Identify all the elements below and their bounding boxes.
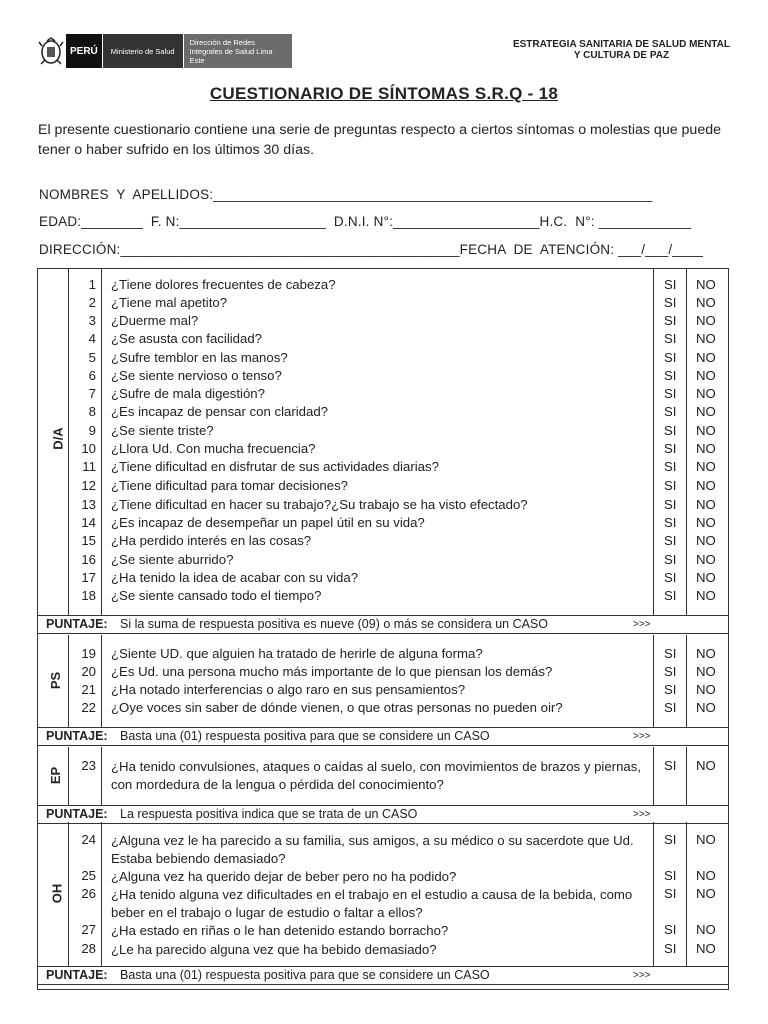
answer-no[interactable]: NO [696,941,716,956]
answer-no[interactable]: NO [696,386,716,401]
answer-yes[interactable]: SI [664,533,677,548]
question-text: ¿Le ha parecido alguna vez que ha bebido demasiado? [111,942,437,957]
name-field[interactable]: NOMBRES Y APELLIDOS:_________________________________________________________ [39,187,653,202]
section-code-da: D/A [50,427,66,450]
answer-yes[interactable]: SI [664,922,677,937]
question-text: ¿Es incapaz de desempeñar un papel útil en su vida? [111,515,425,530]
puntaje-row [38,968,728,984]
question-number: 7 [88,386,96,401]
column-divider [68,822,69,966]
answer-no[interactable]: NO [696,515,716,530]
arrows-icon: >>> [633,809,651,820]
answer-yes[interactable]: SI [664,295,677,310]
answer-yes[interactable]: SI [664,682,677,697]
peru-label: PERÚ [66,34,103,68]
column-divider [68,269,69,615]
question-text: ¿Ha perdido interés en las cosas? [111,533,312,548]
answer-no[interactable]: NO [696,682,716,697]
question-number: 25 [81,868,96,883]
answer-yes[interactable]: SI [664,941,677,956]
answer-no[interactable]: NO [696,331,716,346]
row-divider [38,615,728,616]
id-fields[interactable]: EDAD:________ F. N:___________________ D.N.I. N°:___________________H.C. N°: ____________ [39,214,692,229]
answer-no[interactable]: NO [696,423,716,438]
answer-yes[interactable]: SI [664,423,677,438]
column-divider [101,747,102,805]
row-divider [38,823,728,824]
question-number: 12 [81,478,96,493]
row-divider [38,984,728,985]
puntaje-rule: Basta una (01) respuesta positiva para que se considere un CASO [120,968,490,982]
answer-yes[interactable]: SI [664,664,677,679]
question-text: ¿Ha tenido convulsiones, ataques o caídas al suelo, con movimientos de brazos y piernas, con mordedura de la lengua o pérdida del conocimiento? [111,759,641,792]
question-number: 16 [81,552,96,567]
answer-yes[interactable]: SI [664,832,677,847]
answer-yes[interactable]: SI [664,386,677,401]
column-divider [68,747,69,805]
answer-no[interactable]: NO [696,570,716,585]
question-number: 24 [81,832,96,847]
section-code-ps: PS [48,671,64,690]
directorate-label: Dirección de Redes Integrales de Salud Lima Este [184,34,292,68]
puntaje-row [38,807,728,823]
question-text: ¿Llora Ud. Con mucha frecuencia? [111,441,316,456]
question-number: 5 [88,350,96,365]
question-number: 2 [88,295,96,310]
question-number: 13 [81,497,96,512]
section-code-oh: OH [49,883,65,904]
question-number: 14 [81,515,96,530]
row-divider [38,745,728,746]
question-text: ¿Duerme mal? [111,313,199,328]
question-number: 28 [81,941,96,956]
answer-no[interactable]: NO [696,497,716,512]
question-text: ¿Siente UD. que alguien ha tratado de herirle de alguna forma? [111,646,483,661]
answer-yes[interactable]: SI [664,368,677,383]
column-divider [101,269,102,615]
answer-no[interactable]: NO [696,700,716,715]
question-text: ¿Sufre temblor en las manos? [111,350,288,365]
question-text: ¿Ha estado en riñas o le han detenido estando borracho? [111,923,449,938]
arrows-icon: >>> [633,731,651,742]
question-text: ¿Se siente cansado todo el tiempo? [111,588,322,603]
answer-no[interactable]: NO [696,832,716,847]
answer-no[interactable]: NO [696,441,716,456]
answer-no[interactable]: NO [696,922,716,937]
answer-yes[interactable]: SI [664,570,677,585]
column-divider [686,747,687,805]
question-number: 27 [81,922,96,937]
question-number: 20 [81,664,96,679]
question-text: ¿Se siente aburrido? [111,552,234,567]
answer-no[interactable]: NO [696,368,716,383]
answer-yes[interactable]: SI [664,459,677,474]
question-number: 23 [81,758,96,773]
column-divider [686,269,687,615]
question-number: 17 [81,570,96,585]
answer-no[interactable]: NO [696,404,716,419]
arrows-icon: >>> [633,970,651,981]
row-divider [38,633,728,634]
puntaje-label: PUNTAJE: [46,968,108,982]
answer-no[interactable]: NO [696,350,716,365]
question-text: ¿Ha notado interferencias o algo raro en sus pensamientos? [111,682,466,697]
answer-yes[interactable]: SI [664,497,677,512]
puntaje-label: PUNTAJE: [46,807,108,821]
question-number: 19 [81,646,96,661]
answer-no[interactable]: NO [696,868,716,883]
answer-no[interactable]: NO [696,277,716,292]
page-title: CUESTIONARIO DE SÍNTOMAS S.R.Q - 18 [209,84,559,103]
question-text: ¿Alguna vez le ha parecido a su familia, sus amigos, a su médico o su sacerdote que Ud. Estaba bebiendo demasiado? [111,833,634,866]
question-text: ¿Sufre de mala digestión? [111,386,265,401]
question-number: 18 [81,588,96,603]
column-divider [686,635,687,727]
answer-no[interactable]: NO [696,552,716,567]
answer-yes[interactable]: SI [664,552,677,567]
question-number: 21 [81,682,96,697]
arrows-icon: >>> [633,619,651,630]
question-number: 26 [81,886,96,901]
column-divider [101,822,102,966]
answer-yes[interactable]: SI [664,404,677,419]
question-text: ¿Tiene dolores frecuentes de cabeza? [111,277,336,292]
question-text: ¿Ha tenido alguna vez dificultades en el trabajo en el estudio a causa de la bebida, como beber en el trabajo o lugar de estudio o faltar a ellos? [111,887,633,920]
question-number: 15 [81,533,96,548]
question-text: ¿Tiene mal apetito? [111,295,228,310]
answer-no[interactable]: NO [696,295,716,310]
strategy-line-2: Y CULTURA DE PAZ [573,50,670,61]
puntaje-label: PUNTAJE: [46,729,108,743]
answer-yes[interactable]: SI [664,700,677,715]
question-text: ¿Alguna vez ha querido dejar de beber pero no ha podido? [111,869,457,884]
question-number: 11 [82,459,96,474]
answer-yes[interactable]: SI [664,758,677,773]
row-divider [38,966,728,967]
puntaje-rule: La respuesta positiva indica que se trata de un CASO [120,807,418,821]
row-divider [38,727,728,728]
ministry-label: Ministerio de Salud [103,34,184,68]
column-divider [68,635,69,727]
question-text: ¿Se siente triste? [111,423,214,438]
puntaje-row [38,729,728,745]
question-text: ¿Tiene dificultad para tomar decisiones? [111,478,349,493]
strategy-heading [513,39,730,61]
answer-yes[interactable]: SI [664,313,677,328]
answer-no[interactable]: NO [696,758,716,773]
question-number: 9 [88,423,96,438]
answer-yes[interactable]: SI [664,588,677,603]
column-divider [686,822,687,966]
question-text: ¿Es Ud. una persona mucho más importante de lo que piensan los demás? [111,664,553,679]
question-text: ¿Tiene dificultad en disfrutar de sus actividades diarias? [111,459,439,474]
question-number: 4 [88,331,96,346]
intro-text: El presente cuestionario contiene una serie de preguntas respecto a ciertos síntomas o molestias que puede tener o haber sufrido en los últimos 30 días. [38,122,721,158]
answer-yes[interactable]: SI [664,441,677,456]
question-text: ¿Se siente nervioso o tenso? [111,368,282,383]
question-text: ¿Tiene dificultad en hacer su trabajo?¿Su trabajo se ha visto efectado? [111,497,528,512]
puntaje-row [38,617,728,633]
column-divider [101,635,102,727]
answer-no[interactable]: NO [696,646,716,661]
puntaje-label: PUNTAJE: [46,617,108,631]
question-number: 1 [88,277,96,292]
strategy-line-1: ESTRATEGIA SANITARIA DE SALUD MENTAL [512,39,730,50]
puntaje-rule: Basta una (01) respuesta positiva para que se considere un CASO [120,729,490,743]
answer-yes[interactable]: SI [664,515,677,530]
row-divider [38,805,728,806]
question-text: ¿Ha tenido la idea de acabar con su vida? [111,570,359,585]
question-text: ¿Oye voces sin saber de dónde vienen, o que otras personas no pueden oir? [111,700,563,715]
answer-yes[interactable]: SI [664,868,677,883]
question-number: 8 [88,404,96,419]
ministry-logo [36,34,292,68]
answer-no[interactable]: NO [696,478,716,493]
question-number: 22 [81,700,96,715]
answer-yes[interactable]: SI [664,646,677,661]
questionnaire-table [37,268,729,990]
question-number: 3 [88,313,96,328]
question-number: 10 [81,441,96,456]
column-divider [653,269,654,615]
answer-no[interactable]: NO [696,588,716,603]
answer-yes[interactable]: SI [664,478,677,493]
answer-yes[interactable]: SI [664,331,677,346]
answer-no[interactable]: NO [696,664,716,679]
answer-no[interactable]: NO [696,886,716,901]
coat-of-arms-icon [36,34,66,68]
answer-yes[interactable]: SI [664,886,677,901]
answer-no[interactable]: NO [696,459,716,474]
column-divider [653,635,654,727]
answer-no[interactable]: NO [696,533,716,548]
question-text: ¿Se asusta con facilidad? [111,331,263,346]
question-text: ¿Es incapaz de pensar con claridad? [111,404,328,419]
answer-yes[interactable]: SI [664,350,677,365]
section-code-ep: EP [48,766,64,785]
question-number: 6 [88,368,96,383]
answer-no[interactable]: NO [696,313,716,328]
puntaje-rule: Si la suma de respuesta positiva es nueve (09) o más se considera un CASO [120,617,548,631]
address-date-fields[interactable]: DIRECCIÓN:____________________________________________FECHA DE ATENCIÓN: ___/___/____ [39,242,704,257]
answer-yes[interactable]: SI [664,277,677,292]
